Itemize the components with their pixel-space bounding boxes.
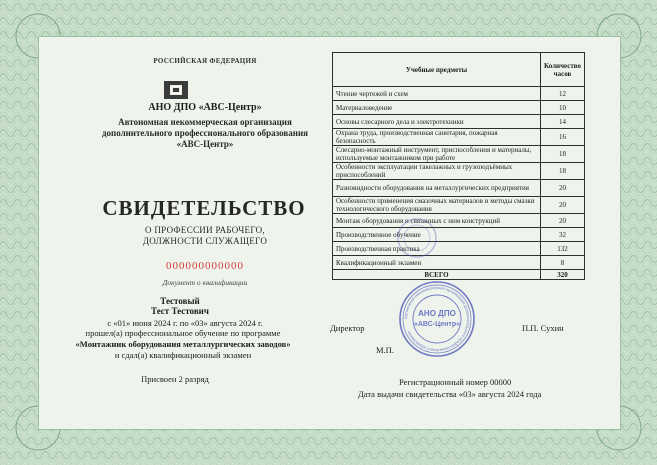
document-subtitle-line1: О ПРОФЕССИИ РАБОЧЕГО, (145, 225, 265, 235)
organization-full-name (70, 117, 340, 150)
document-title: СВИДЕТЕЛЬСТВО (102, 196, 306, 220)
organization-short-name: АНО ДПО «АВС-Центр» (148, 102, 262, 113)
hours-cell: 132 (540, 242, 584, 256)
document-subtitle-line2: ДОЛЖНОСТИ СЛУЖАЩЕГО (142, 236, 268, 246)
table-row (333, 228, 585, 242)
table-row (333, 115, 585, 129)
hours-cell: 8 (540, 256, 584, 270)
subject-cell: Чтение чертежей и схем (333, 87, 541, 101)
table-row (333, 256, 585, 270)
subject-cell: Слесарно-монтажный инструмент, приспособления и материалы, используемые монтажником при работе (333, 146, 541, 163)
subject-cell: Производственная практика (333, 242, 541, 256)
director-name: П.П. Сухин (522, 323, 564, 333)
header-hours: Количество часов (540, 53, 584, 87)
exam-line: и сдал(а) квалификационный экзамен (114, 350, 252, 360)
faint-stamp-icon (396, 217, 438, 259)
total-label-cell: ВСЕГО (333, 270, 541, 280)
seal-place-label: М.П. (376, 345, 394, 355)
subject-cell: Квалификационный экзамен (333, 256, 541, 270)
hours-cell: 32 (540, 228, 584, 242)
table-row (333, 180, 585, 197)
document-caption: Документ о квалификации (162, 278, 248, 287)
document-subtitle (100, 225, 310, 247)
hours-cell: 20 (540, 214, 584, 228)
hours-cell: 18 (540, 163, 584, 180)
hours-cell: 16 (540, 129, 584, 146)
hours-cell: 18 (540, 146, 584, 163)
table-row (333, 129, 585, 146)
subject-cell: Охрана труда, производственная санитария, пожарная безопасность (333, 129, 541, 146)
subjects-table (332, 52, 585, 280)
subject-cell: Особенности эксплуатации такелажных и грузоподъёмных приспособлений (333, 163, 541, 180)
header-subject: Учебные предметы (333, 53, 541, 87)
document-number: 000000000000 (166, 260, 244, 272)
subject-cell: Особенности применения смазочных материалов и методы смазки технологического оборудования (333, 197, 541, 214)
registration-number: Регистрационный номер 00000 (399, 377, 512, 387)
organization-full-name-line1: Автономная некоммерческая организация (118, 117, 292, 127)
table-row (333, 214, 585, 228)
hours-cell: 14 (540, 115, 584, 129)
hours-cell: 20 (540, 180, 584, 197)
program-name: «Монтажник оборудования металлургических заводов» (75, 339, 291, 349)
table-row (333, 146, 585, 163)
hours-cell: 12 (540, 87, 584, 101)
table-row (333, 101, 585, 115)
organization-stamp-icon (398, 280, 476, 358)
stamp-line1: АНО ДПО (418, 309, 456, 318)
program-intro: прошел(а) профессиональное обучение по программе (85, 328, 281, 338)
table-header-row (333, 53, 585, 87)
table-row (333, 197, 585, 214)
holder-first-name: Тест Тестович (151, 306, 209, 316)
subject-cell: Монтаж оборудования и связанных с ним конструкций (333, 214, 541, 228)
training-dates: с «01» июня 2024 г. по «03» августа 2024 г. (107, 318, 263, 328)
table-row (333, 242, 585, 256)
subject-cell: Основы слесарного дела и электротехники (333, 115, 541, 129)
organization-full-name-line2: дополнительного профессионального образования (101, 128, 309, 138)
hours-cell: 20 (540, 197, 584, 214)
director-label: Директор (330, 323, 365, 333)
country-label: РОССИЙСКАЯ ФЕДЕРАЦИЯ (153, 57, 257, 65)
table-row (333, 87, 585, 101)
hours-cell: 10 (540, 101, 584, 115)
holder-last-name: Тестовый (160, 296, 200, 306)
table-row (333, 163, 585, 180)
subject-cell: Производственное обучение (333, 228, 541, 242)
grade-assigned: Присвоен 2 разряд (141, 374, 209, 384)
subject-cell: Материаловедение (333, 101, 541, 115)
issue-date: Дата выдачи свидетельства «03» августа 2024 года (358, 389, 542, 399)
table-total-row (333, 270, 585, 280)
stamp-line2: «АВС-Центр» (413, 321, 461, 328)
stamp-ring-text: Автономная некоммерческая организация дополнительного профессионального образования (402, 284, 472, 354)
total-hours-cell: 320 (540, 270, 584, 280)
subject-cell: Разновидности оборудования на металлургических предприятия (333, 180, 541, 197)
organization-logo-icon (163, 80, 189, 100)
organization-full-name-line3: «АВС-Центр» (176, 139, 234, 149)
